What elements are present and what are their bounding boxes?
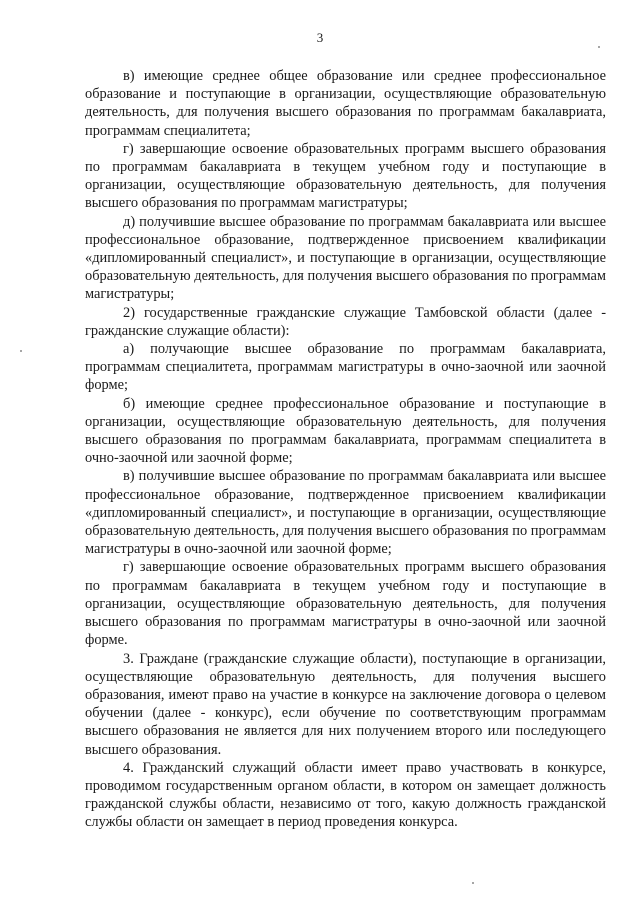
document-body [85, 67, 606, 832]
paragraph: г) завершающие освоение образовательных программ высшего образования по программам бакалавриата в текущем учебном году и поступающие в организации, осуществляющие образовательную деятельность, для получения высшего образования по программам магистратуры; [85, 140, 606, 212]
page-number: 3 [316, 30, 324, 45]
scan-speck [598, 46, 600, 48]
paragraph: в) имеющие среднее общее образование или среднее профессиональное образование и поступающие в организации, осуществляющие образовательную деятельность, для получения высшего образования по программам бакалавриата, программам специалитета; [85, 68, 606, 139]
scan-speck [472, 882, 474, 884]
paragraph: а) получающие высшее образование по программам бакалавриата, программам специалитета, программам магистратуры в очно-заочной или заочной форме; [85, 341, 606, 394]
paragraph: б) имеющие среднее профессиональное образование и поступающие в организации, осуществляющие образовательную деятельность, для получения высшего образования по программам бакалавриата, программам специалитета в очно-заочной или заочной форме; [85, 395, 606, 467]
paragraph: в) получившие высшее образование по программам бакалавриата или высшее профессиональное образование, подтвержденное присвоением квалификации «дипломированный специалист», и поступающие в организации, осуществляющие образовательную деятельность, для получения высшего образования по программам магистратуры в очно-заочной или заочной форме; [85, 468, 606, 558]
scan-speck [20, 350, 22, 352]
paragraph: 3. Граждане (гражданские служащие области), поступающие в организации, осуществляющие образовательную деятельность, для получения высшего образования, имеют право на участие в конкурсе на заключение договора о целевом обучении (далее - конкурс), если обучение по соответствующим программам высшего образования не является для них получением второго или последующего высшего образования. [85, 650, 606, 758]
paragraph: д) получившие высшее образование по программам бакалавриата или высшее профессиональное образование, подтвержденное присвоением квалификации «дипломированный специалист», и поступающие в организации, осуществляющие образовательную деятельность, для получения высшего образования по программам магистратуры; [85, 213, 606, 303]
paragraph: 4. Гражданский служащий области имеет право участвовать в конкурсе, проводимом государственным органом области, в котором он замещает должность гражданской службы области, независимо от того, какую должность гражданской службы области он замещает в период проведения конкурса. [85, 759, 606, 831]
paragraph: г) завершающие освоение образовательных программ высшего образования по программам бакалавриата в текущем учебном году и поступающие в организации, осуществляющие образовательную деятельность, для получения высшего образования по программам магистратуры в очно-заочной или заочной форме. [85, 559, 606, 649]
paragraph: 2) государственные гражданские служащие Тамбовской области (далее - гражданские служащие области): [85, 304, 606, 339]
